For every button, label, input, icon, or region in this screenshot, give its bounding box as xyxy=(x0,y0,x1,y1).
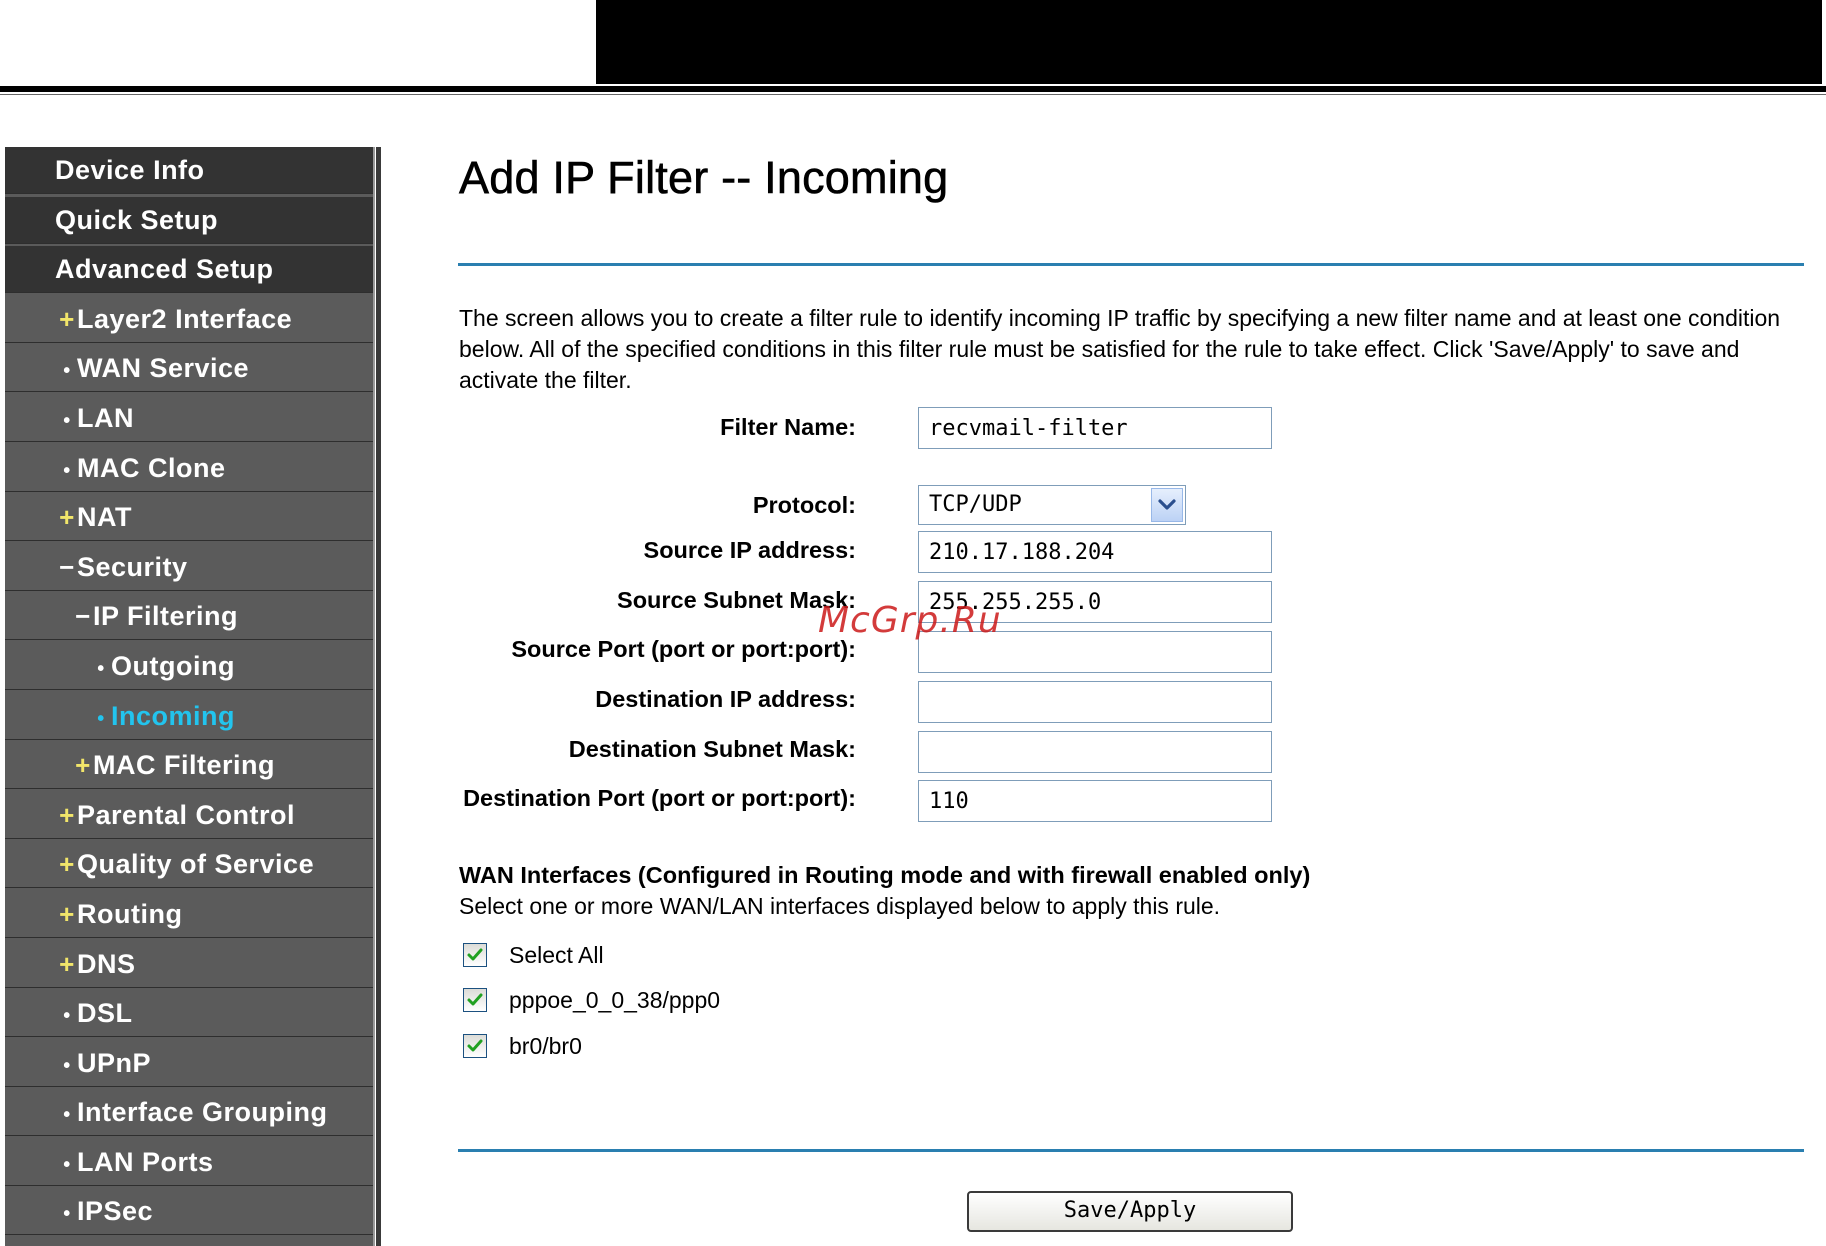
interface-checkbox-br0[interactable] xyxy=(463,1032,582,1060)
source-subnet-mask-label: Source Subnet Mask: xyxy=(617,587,856,613)
bullet-icon: • xyxy=(97,657,105,680)
header-divider-shadow xyxy=(0,94,1826,95)
sidebar-item-mac-clone[interactable] xyxy=(5,445,373,492)
sidebar-item-mac-filtering[interactable] xyxy=(5,742,373,789)
sidebar-item-label: WAN Service xyxy=(77,353,250,384)
bullet-icon: • xyxy=(63,1104,71,1127)
expand-plus-icon: + xyxy=(59,303,75,334)
bullet-icon: • xyxy=(63,1005,71,1028)
sidebar-item-label: MAC Clone xyxy=(77,452,226,483)
filter-name-label: Filter Name: xyxy=(720,414,856,440)
expand-plus-icon: + xyxy=(59,849,75,880)
sidebar-item-quality-of-service[interactable] xyxy=(5,841,373,888)
sidebar-item-layer2-interface[interactable] xyxy=(5,296,373,343)
collapse-minus-icon: − xyxy=(75,601,91,632)
save-apply-button[interactable]: Save/Apply xyxy=(967,1191,1293,1232)
sidebar-item-nat[interactable] xyxy=(5,494,373,541)
sidebar-item-label: LAN xyxy=(77,402,134,433)
bottom-divider xyxy=(458,1149,1804,1152)
sidebar-item-wan-service[interactable] xyxy=(5,345,373,392)
sidebar-item-label: IP Filtering xyxy=(93,601,239,632)
bullet-icon: • xyxy=(63,1153,71,1176)
sidebar-item-interface-grouping[interactable] xyxy=(5,1089,373,1136)
bullet-icon: • xyxy=(63,459,71,482)
destination-ip-label: Destination IP address: xyxy=(595,686,856,712)
sidebar-nav xyxy=(5,147,373,1246)
destination-ip-input[interactable] xyxy=(918,681,1272,723)
sidebar-item-label: Quality of Service xyxy=(77,849,315,880)
source-ip-label: Source IP address: xyxy=(643,537,856,563)
checkmark-icon[interactable] xyxy=(463,1034,487,1058)
sidebar-item-advanced-setup[interactable] xyxy=(5,246,373,293)
bullet-icon: • xyxy=(97,707,105,730)
expand-plus-icon: + xyxy=(59,502,75,533)
select-all-checkbox[interactable] xyxy=(463,941,604,969)
page-title: Add IP Filter -- Incoming xyxy=(459,152,949,203)
sidebar-item-label: Parental Control xyxy=(77,799,296,830)
destination-subnet-mask-input[interactable] xyxy=(918,731,1272,773)
sidebar-item-label: MAC Filtering xyxy=(93,750,275,781)
sidebar-item-quick-setup[interactable] xyxy=(5,197,373,244)
source-ip-input[interactable] xyxy=(918,531,1272,573)
select-all-label: Select All xyxy=(509,941,604,968)
sidebar-item-ip-filtering[interactable] xyxy=(5,593,373,640)
page-description: The screen allows you to create a filter rule to identify incoming IP traffic by specifying a new filter name and at least one condition below. All of the specified conditions in this filter rule must be satisfied for the rule to take effect. Click 'Save/Apply' to save and activate the filter. xyxy=(459,305,1781,393)
bullet-icon: • xyxy=(63,409,71,432)
bullet-icon: • xyxy=(63,1203,71,1226)
wan-interfaces-instructions: Select one or more WAN/LAN interfaces displayed below to apply this rule. xyxy=(459,893,1221,919)
bullet-icon: • xyxy=(63,1054,71,1077)
bullet-icon: • xyxy=(63,360,71,383)
expand-plus-icon: + xyxy=(59,898,75,929)
sidebar-item-parental-control[interactable] xyxy=(5,792,373,839)
sidebar-item-label: DNS xyxy=(77,948,136,979)
top-divider xyxy=(458,263,1804,266)
sidebar-item-lan-ports[interactable] xyxy=(5,1139,373,1186)
interface-label: br0/br0 xyxy=(509,1032,582,1059)
sidebar-item-label: Security xyxy=(77,551,188,582)
sidebar-item-routing[interactable] xyxy=(5,891,373,938)
checkmark-icon[interactable] xyxy=(463,988,487,1012)
source-port-label: Source Port (port or port:port): xyxy=(511,636,856,662)
expand-plus-icon: + xyxy=(75,750,91,781)
sidebar-item-device-info[interactable] xyxy=(5,147,373,194)
destination-subnet-mask-label: Destination Subnet Mask: xyxy=(568,736,856,762)
protocol-label: Protocol: xyxy=(752,492,856,518)
destination-port-input[interactable] xyxy=(918,780,1272,822)
sidebar-item-label: LAN Ports xyxy=(77,1146,214,1177)
sidebar-item-label: Routing xyxy=(77,898,183,929)
sidebar-item-outgoing[interactable] xyxy=(5,643,373,690)
header-divider xyxy=(0,86,1826,92)
watermark-text: McGrp.Ru xyxy=(818,600,1002,641)
sidebar-item-label: Incoming xyxy=(111,700,235,731)
sidebar-item-label: DSL xyxy=(77,998,133,1029)
sidebar-item-dns[interactable] xyxy=(5,941,373,988)
filter-name-input[interactable] xyxy=(918,407,1272,449)
wan-interfaces-heading: WAN Interfaces (Configured in Routing mode and with firewall enabled only) xyxy=(459,862,1311,888)
destination-port-label: Destination Port (port or port:port): xyxy=(463,785,856,811)
sidebar-item-dsl[interactable] xyxy=(5,990,373,1037)
interface-label: pppoe_0_0_38/ppp0 xyxy=(509,986,721,1013)
sidebar-item-label: Quick Setup xyxy=(55,204,219,235)
chevron-down-icon[interactable] xyxy=(1151,488,1183,522)
collapse-minus-icon: − xyxy=(59,551,75,582)
sidebar-divider xyxy=(373,147,381,1246)
header-banner xyxy=(596,0,1822,84)
sidebar-item-label: Layer2 Interface xyxy=(77,303,293,334)
sidebar-item-incoming[interactable] xyxy=(5,693,373,740)
sidebar-item-label: Outgoing xyxy=(111,650,235,681)
sidebar-item-label: NAT xyxy=(77,502,132,533)
sidebar-item-label: UPnP xyxy=(77,1047,152,1078)
sidebar-item-label: IPSec xyxy=(77,1196,154,1227)
sidebar-item-lan[interactable] xyxy=(5,395,373,442)
sidebar-item-label: Advanced Setup xyxy=(55,254,274,285)
interface-checkbox-pppoe[interactable] xyxy=(463,986,720,1014)
expand-plus-icon: + xyxy=(59,799,75,830)
sidebar-item-label: Interface Grouping xyxy=(77,1097,328,1128)
sidebar-item-upnp[interactable] xyxy=(5,1040,373,1087)
expand-plus-icon: + xyxy=(59,948,75,979)
sidebar-item-ipsec[interactable] xyxy=(5,1188,373,1235)
sidebar-item-label: Device Info xyxy=(55,155,205,185)
checkmark-icon[interactable] xyxy=(463,943,487,967)
sidebar-item-security[interactable] xyxy=(5,544,373,591)
protocol-select[interactable] xyxy=(918,485,1186,525)
protocol-selected-value: TCP/UDP xyxy=(929,492,1022,517)
